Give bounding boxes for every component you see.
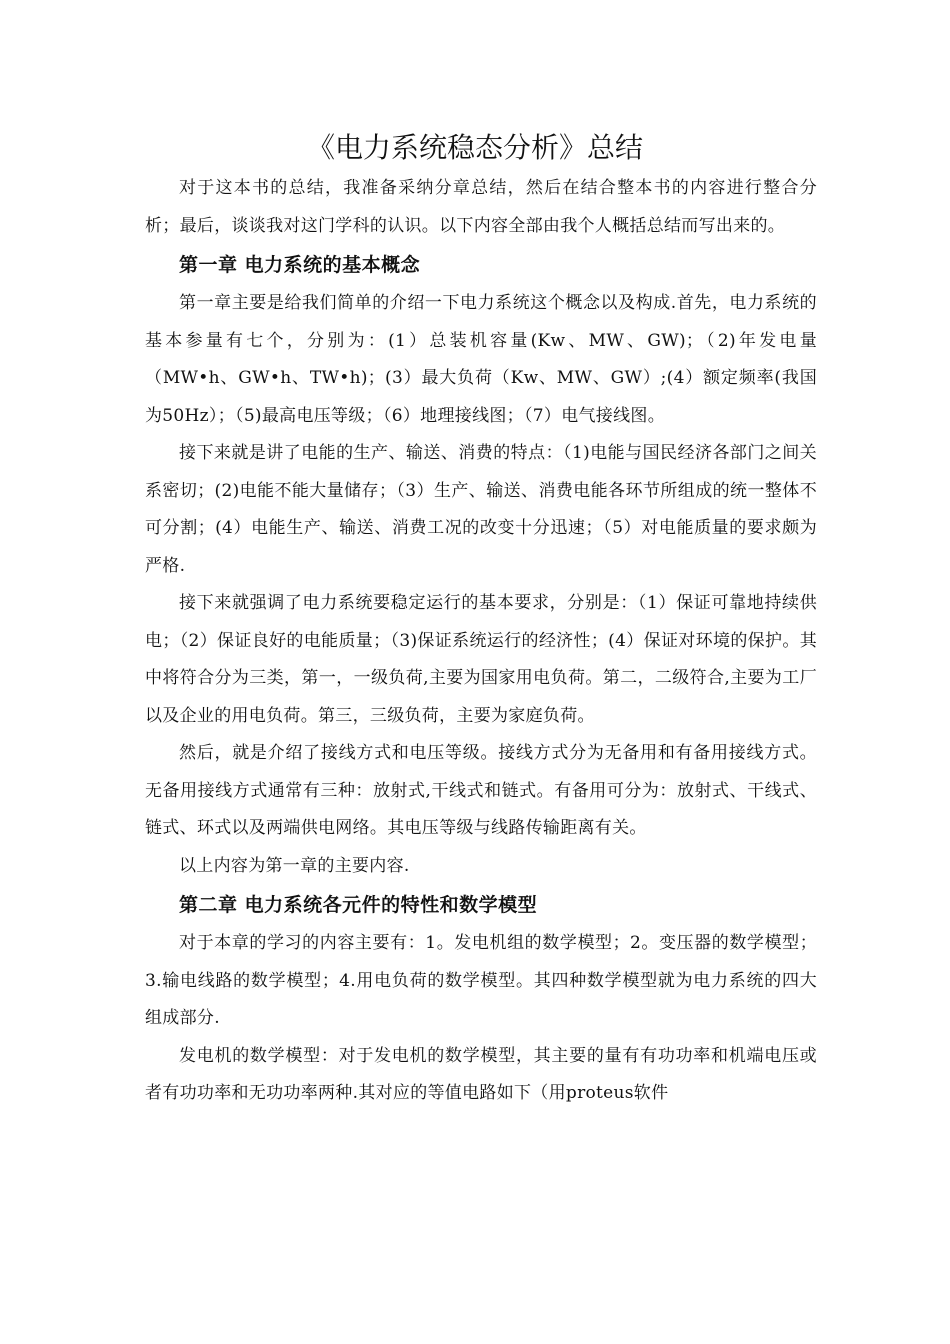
chapter-1-paragraph-summary: 以上内容为第一章的主要内容. xyxy=(179,855,410,876)
chapter-2-paragraph-generator: 发电机的数学模型：对于发电机的数学模型，其主要的量有有功功率和机端电压或者有功功率和无功功率两种.其对应的等值电路如下（用proteus软件 xyxy=(145,1045,817,1103)
document-title: 《电力系统稳态分析》总结 xyxy=(306,131,643,164)
intro-paragraph: 对于这本书的总结，我准备采纳分章总结，然后在结合整本书的内容进行整合分析；最后，谈谈我对这门学科的认识。以下内容全部由我个人概括总结而写出来的。 xyxy=(145,178,817,236)
chapter-2-paragraph-overview: 对于本章的学习的内容主要有：1。发电机组的数学模型；2。变压器的数学模型；3.输电线路的数学模型；4.用电负荷的数学模型。其四种数学模型就为电力系统的四大组成部分. xyxy=(145,933,817,1028)
chapter-1-paragraph-characteristics: 接下来就是讲了电能的生产、输送、消费的特点：（1)电能与国民经济各部门之间关系密切；(2)电能不能大量储存；（3）生产、输送、消费电能各环节所组成的统一整体不可分割；(4）电能生产、输送、消费工况的改变十分迅速；（5）对电能质量的要求颇为严格. xyxy=(145,443,817,576)
chapter-1-paragraph-requirements: 接下来就强调了电力系统要稳定运行的基本要求，分别是：（1）保证可靠地持续供电；（2）保证良好的电能质量；（3)保证系统运行的经济性；(4）保证对环境的保护。其中将符合分为三类，第一，一级负荷,主要为国家用电负荷。第二，二级符合,主要为工厂以及企业的用电负荷。第三，三级负荷，主要为家庭负荷。 xyxy=(145,593,817,726)
chapter-1-heading: 第一章 电力系统的基本概念 xyxy=(179,254,421,276)
chapter-1-paragraph-wiring: 然后，就是介绍了接线方式和电压等级。接线方式分为无备用和有备用接线方式。无备用接线方式通常有三种：放射式,干线式和链式。有备用可分为：放射式、干线式、链式、环式以及两端供电网络。其电压等级与线路传输距离有关。 xyxy=(145,743,817,838)
chapter-2-heading: 第二章 电力系统各元件的特性和数学模型 xyxy=(179,894,538,916)
chapter-1-paragraph-parameters: 第一章主要是给我们简单的介绍一下电力系统这个概念以及构成.首先，电力系统的基本参量有七个，分别为：(1）总装机容量(Kw、MW、GW)；（2)年发电量（MW•h、GW•h、TW•h)；(3）最大负荷（Kw、MW、GW）;(4）额定频率(我国为50Hz）；（5)最高电压等级；（6）地理接线图；（7）电气接线图。 xyxy=(145,293,817,426)
document-body xyxy=(145,170,817,1113)
